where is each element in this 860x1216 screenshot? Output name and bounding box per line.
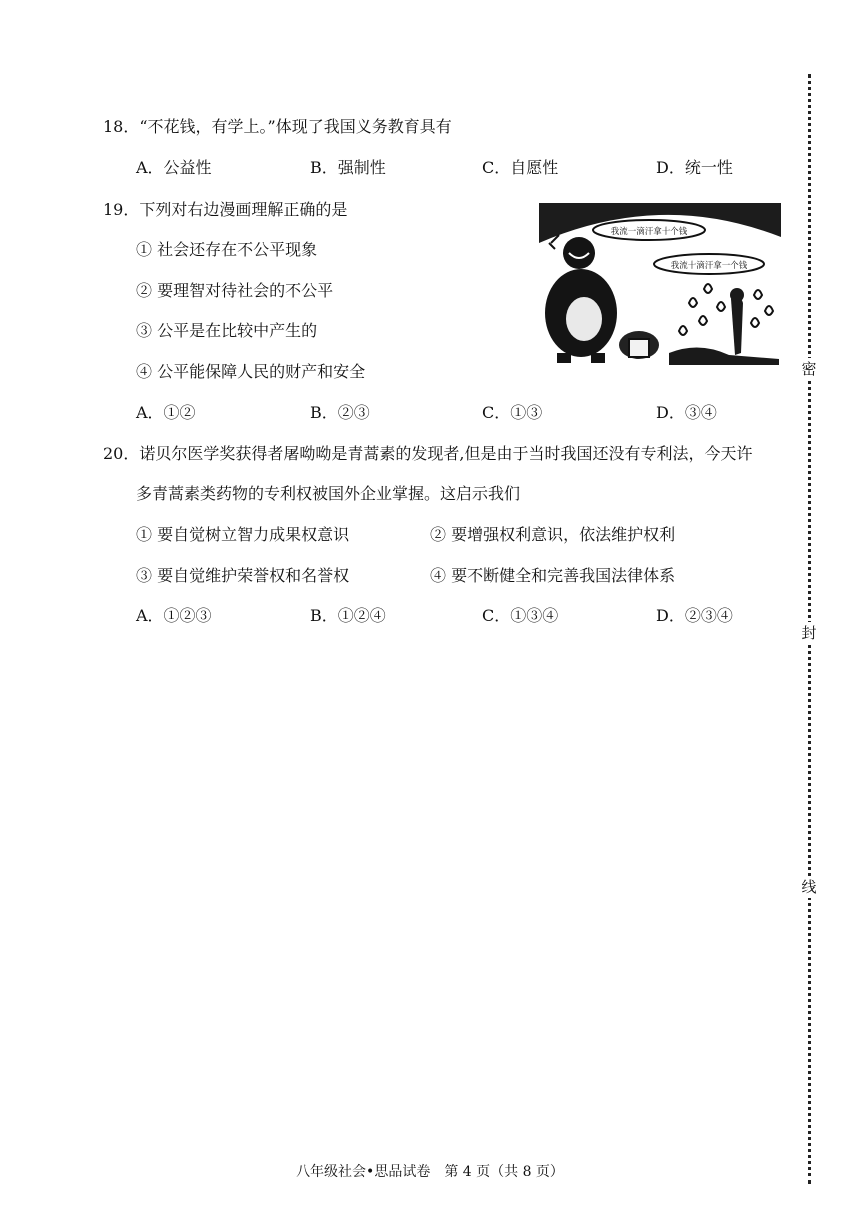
q19-cartoon-image [539,203,781,365]
binding-mark-xian: 线 [798,876,820,898]
q18-option-d: D．统一性 [656,158,733,177]
bubble-1 [593,220,705,240]
binding-mark-mi: 密 [798,358,820,380]
page-footer: 八年级社会•思品试卷 第 4 页（共 8 页） [296,1164,564,1180]
q20-option-a: A．①②③ [136,606,212,625]
q19-statement-1: ① 社会还存在不公平现象 [136,240,318,259]
q19-statement-4: ④ 公平能保障人民的财产和安全 [136,362,366,381]
bubble-2-text: 我流十滴汗拿一个钱 [670,261,748,271]
bubble-2 [654,254,764,274]
q20-stem-line-1: 20．诺贝尔医学奖获得者屠呦呦是青蒿素的发现者,但是由于当时我国还没有专利法，今天许 [103,444,753,463]
q18-option-a: A．公益性 [136,158,212,177]
q20-statement-2: ② 要增强权利意识，依法维护权利 [430,525,676,544]
q19-option-d: D．③④ [656,403,717,422]
q20-option-d: D．②③④ [656,606,733,625]
q18-stem: 18．“不花钱，有学上。”体现了我国义务教育具有 [103,117,452,136]
q19-stem: 19．下列对右边漫画理解正确的是 [103,200,348,219]
q20-option-c: C．①③④ [482,606,559,625]
q18-option-b: B．强制性 [310,158,386,177]
q20-option-b: B．①②④ [310,606,386,625]
q19-option-a: A．①② [136,403,196,422]
q19-option-c: C．①③ [482,403,543,422]
q20-statement-3: ③ 要自觉维护荣誉权和名誉权 [136,566,350,585]
binding-mark-feng: 封 [798,622,820,644]
q19-statement-2: ② 要理智对待社会的不公平 [136,281,334,300]
q20-stem-line-2: 多青蒿素类药物的专利权被国外企业掌握。这启示我们 [136,484,521,503]
bubble-1-text: 我流一滴汗拿十个钱 [610,227,688,237]
q20-statement-4: ④ 要不断健全和完善我国法律体系 [430,566,676,585]
q18-option-c: C．自愿性 [482,158,559,177]
q19-statement-3: ③ 公平是在比较中产生的 [136,321,318,340]
q19-option-b: B．②③ [310,403,370,422]
money-pot [619,331,659,359]
q20-statement-1: ① 要自觉树立智力成果权意识 [136,525,350,544]
